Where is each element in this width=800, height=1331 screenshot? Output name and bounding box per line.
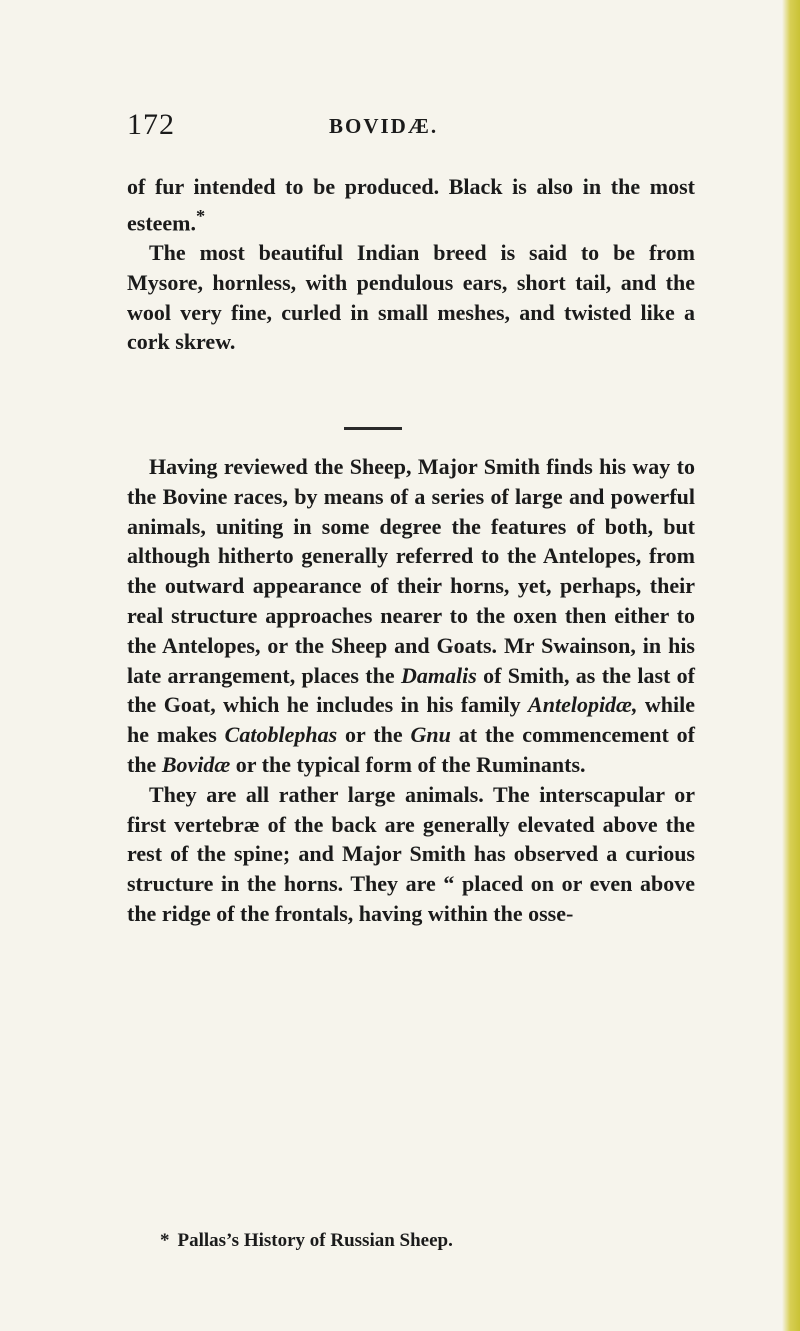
p3-text-6: or the typical form of the Ruminants.	[230, 751, 586, 777]
page-number: 172	[127, 108, 175, 141]
footnote-ref: *	[196, 205, 206, 226]
text-block-top	[127, 172, 695, 357]
p3-italic-gnu: Gnu	[410, 722, 451, 748]
page-edge-stain	[782, 0, 800, 1331]
p3-text-2: of Smith, as the last of the Goat, which he includes in his family	[127, 662, 696, 718]
p3-text-5: at the commencement of the	[127, 722, 696, 777]
text-block-main	[127, 452, 695, 929]
section-divider	[344, 427, 402, 430]
paragraph-2: The most beautiful Indian breed is said to be from Mysore, hornless, with pendulous ears, short tail, and the wool very fine, curled in small meshes, and twisted like a cork skrew.	[127, 239, 695, 355]
p3-text-1: Having reviewed the Sheep, Major Smith finds his way to the Bovine races, by means of a series of large and powerful animals, uniting in some degree the features of both, but although hitherto generally referred to the Antelopes, from the outward appearance of their horns, yet, perhaps, their real structure approaches nearer to the oxen then either to the Antelopes, or the Sheep and Goats. Mr Swainson, in his late arrangement, places the	[127, 454, 695, 688]
paragraph-3	[127, 452, 695, 780]
footnote-mark: *	[160, 1230, 170, 1251]
p3-italic-bovidae: Bovidæ	[161, 751, 231, 777]
paragraph-1-text: of fur intended to be produced. Black is also in the most esteem.	[127, 174, 695, 236]
paragraph-4: They are all rather large animals. The interscapular or first vertebræ of the back are generally elevated above the rest of the spine; and Major Smith has observed a curious structure in the horns. They are “ placed on or even above the ridge of the frontals, having within the osse-	[127, 781, 695, 926]
p3-italic-damalis: Damalis	[400, 662, 477, 688]
page-header	[127, 106, 687, 146]
footnote	[160, 1230, 453, 1252]
p3-text-4: or the	[337, 722, 411, 748]
p3-text-3: while he makes	[127, 692, 695, 748]
running-head: BOVIDÆ.	[329, 114, 439, 138]
p3-italic-catoblephas: Catoblephas	[224, 722, 338, 748]
footnote-text: Pallas’s History of Russian Sheep.	[177, 1230, 453, 1251]
paragraph-1	[127, 172, 695, 238]
p3-italic-antelopidae: Antelopidæ,	[528, 692, 638, 718]
